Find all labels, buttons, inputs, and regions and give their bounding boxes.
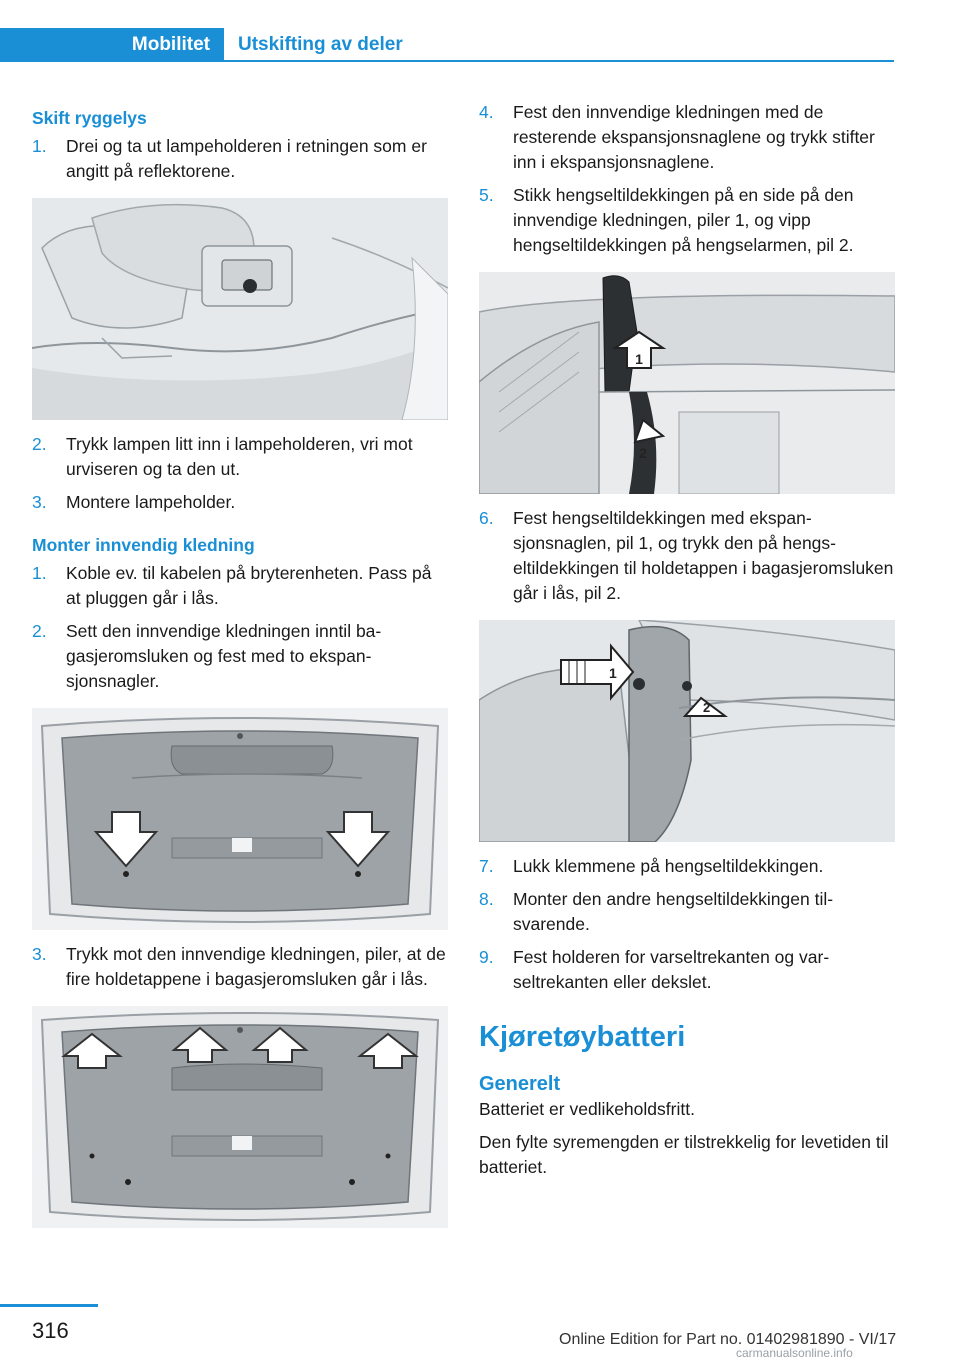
step-text: Montere lampeholder.	[66, 492, 236, 512]
step-4	[479, 100, 895, 175]
step-text: Stikk hengseltildekkingen på en side på den innvendige kledningen, piler 1, og vipp hengseltildekkingen på hengselarmen, pil 2.	[513, 185, 854, 255]
figure-hinge-cover-insert	[479, 272, 895, 494]
step-text: Fest hengseltildekkingen med ekspansjonsnaglen, pil 1, og trykk den på hengseltildekkingen til holdetappen i bagasjeromsluken går i lås, pil 2.	[513, 508, 894, 603]
step-text: Fest den innvendige kledningen med de resterende ekspansjonsnaglene og trykk stifter inn i ekspansjonsnaglene.	[513, 102, 875, 172]
step-2-ryggelys	[32, 432, 448, 482]
footer-rule	[0, 1304, 98, 1307]
step-7	[479, 854, 895, 879]
arrow-label-1: 1	[635, 351, 643, 367]
step-5	[479, 183, 895, 258]
step-text: Koble ev. til kabelen på bryterenheten. Pass på at pluggen går i lås.	[66, 563, 432, 608]
arrow-label-2: 2	[639, 445, 647, 461]
step-number: 1.	[32, 136, 47, 156]
step-text: Monter den andre hengseltildekkingen tilsvarende.	[513, 889, 834, 934]
arrow-label-2: 2	[703, 700, 711, 715]
step-1-ryggelys	[32, 134, 448, 184]
step-text: Trykk mot den innvendige kledningen, piler, at de fire holdetappene i bagasjeromsluken går i lås.	[66, 944, 446, 989]
step-3-ryggelys	[32, 490, 448, 515]
step-number: 6.	[479, 508, 494, 528]
page-number: 316	[32, 1318, 69, 1343]
watermark: carmanualsonline.info	[736, 1346, 853, 1360]
figure-trunk-lid-two-arrows	[32, 708, 448, 930]
step-number: 9.	[479, 947, 494, 967]
step-number: 2.	[32, 434, 47, 454]
left-column	[32, 100, 448, 1228]
step-9	[479, 945, 895, 995]
heading-skift-ryggelys: Skift ryggelys	[32, 108, 147, 128]
step-number: 4.	[479, 102, 494, 122]
step-number: 7.	[479, 856, 494, 876]
chapter-tab-mobilitet: Mobilitet	[0, 28, 224, 62]
heading-generelt: Generelt	[479, 1073, 561, 1095]
header-rule	[224, 60, 894, 62]
step-number: 8.	[479, 889, 494, 909]
step-8	[479, 887, 895, 937]
step-text: Sett den innvendige kledningen inntil bagasjeromsluken og fest med to ekspansjonsnagler.	[66, 621, 382, 691]
edition-info: Online Edition for Part no. 01402981890 - VI/17	[559, 1331, 897, 1348]
step-text: Drei og ta ut lampeholderen i retningen som er angitt på reflektorene.	[66, 136, 427, 181]
step-number: 3.	[32, 944, 47, 964]
step-number: 5.	[479, 185, 494, 205]
paragraph-acid-level: Den fylte syremengden er tilstrekkelig for levetiden til batteriet.	[479, 1132, 889, 1177]
figure-hinge-cover-rivet	[479, 620, 895, 842]
right-column	[479, 100, 895, 1188]
step-text: Fest holderen for varseltrekanten og varseltrekanten eller dekslet.	[513, 947, 830, 992]
step-text: Trykk lampen litt inn i lampeholderen, vri mot urviseren og ta den ut.	[66, 434, 413, 479]
step-number: 2.	[32, 621, 47, 641]
arrow-label-1: 1	[609, 665, 617, 681]
paragraph-maintenance-free: Batteriet er vedlikeholdsfritt.	[479, 1099, 695, 1119]
step-3-kledning	[32, 942, 448, 992]
step-text: Lukk klemmene på hengseltildekkingen.	[513, 856, 824, 876]
heading-monter-kledning: Monter innvendig kledning	[32, 535, 255, 555]
step-6	[479, 506, 895, 606]
section-tab-utskifting: Utskifting av deler	[238, 34, 403, 55]
step-2-kledning	[32, 619, 448, 694]
heading-kjoretoybatteri: Kjøretøybatteri	[479, 1021, 686, 1053]
step-number: 3.	[32, 492, 47, 512]
figure-trunk-lid-four-arrows	[32, 1006, 448, 1228]
page-header	[0, 28, 894, 62]
step-number: 1.	[32, 563, 47, 583]
step-1-kledning	[32, 561, 448, 611]
figure-lamp-holder	[32, 198, 448, 420]
